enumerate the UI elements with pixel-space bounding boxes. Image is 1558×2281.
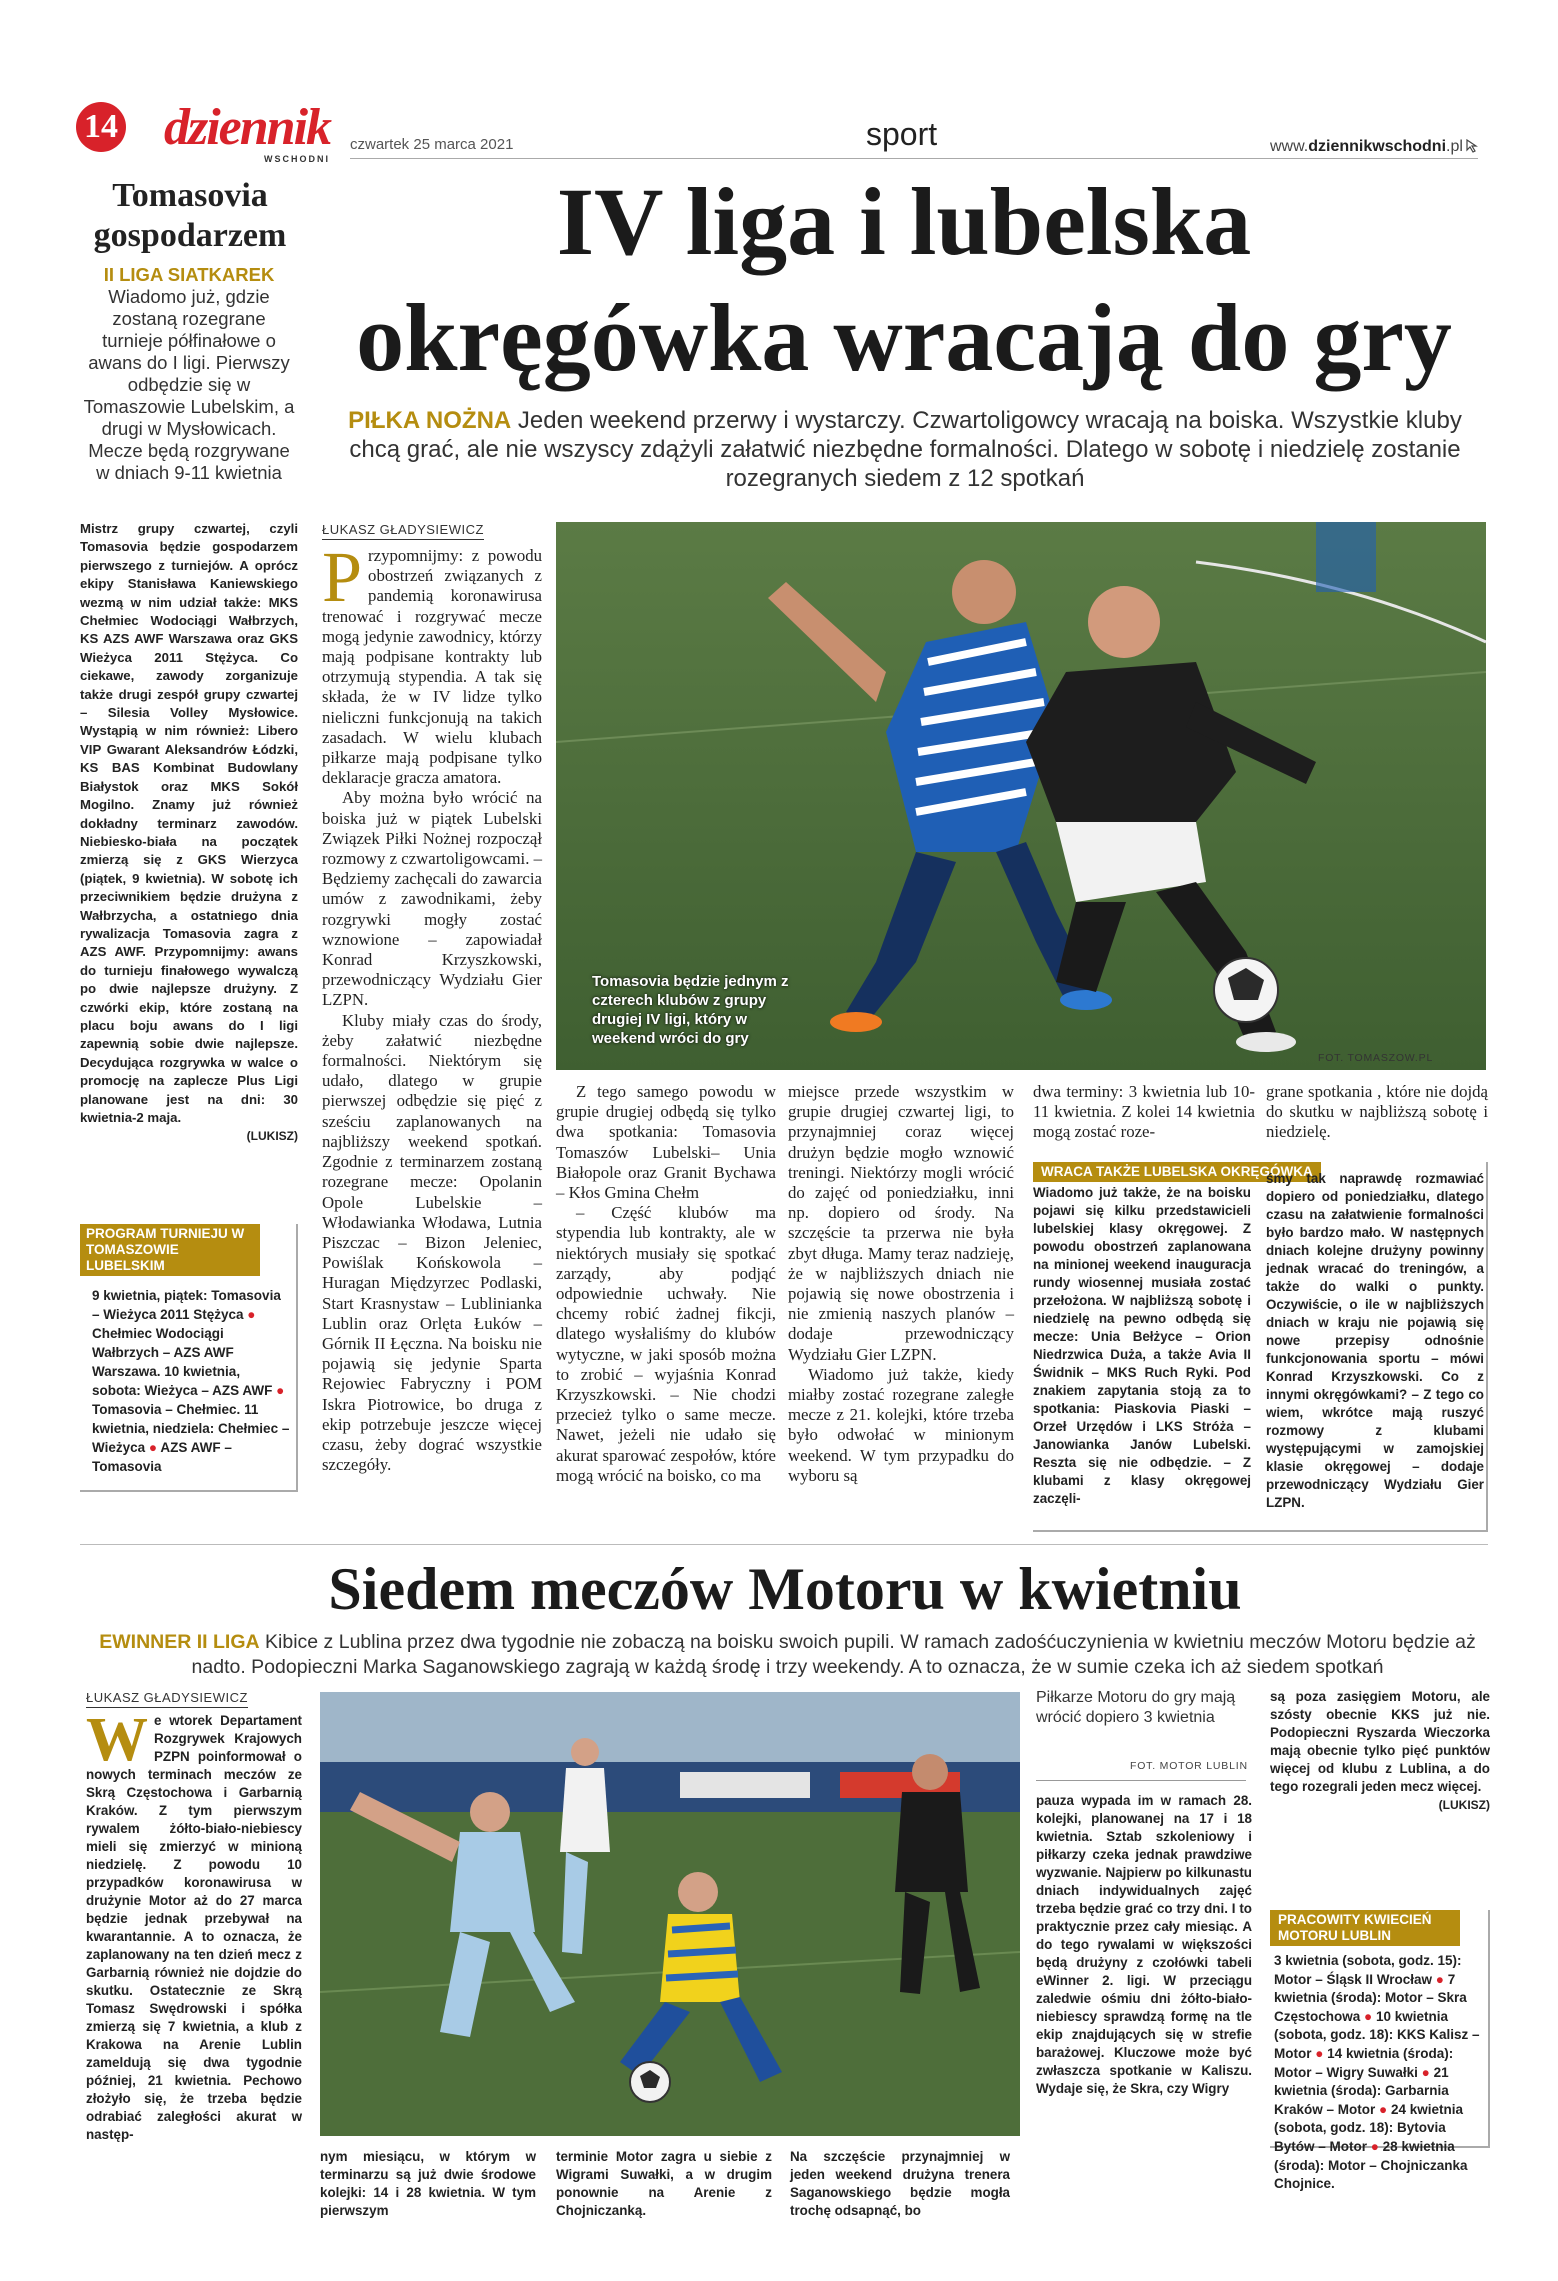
paragraph: miejsce przede wszystkim w grupie drugiej czwartej ligi, to przynajmniej coraz więcej drużyn będzie mogło wznowić treningi. Niektórzy mogli wrócić do zajęć od poniedziałku, inni np. dopiero od środy. Na szczęście ta przerwa nie była zbyt długa. Mamy teraz nadzieję, że w najbliższych dniach nie pojawią się nowe obostrzenia i nie zmienią naszych planów – dodaje przewodniczący Wydziału Gier LZPN. [788, 1082, 1014, 1364]
sidebar-lead [80, 264, 298, 484]
paragraph: Z tego samego powodu w grupie drugiej odbędą się tylko dwa spotkania: Tomasovia Tomaszów Lubelski– Unia Białopole oraz Granit Bychawa – Kłos Gmina Chełm [556, 1082, 776, 1203]
schedule-match: AZS AWF – Tomasovia [92, 1440, 232, 1474]
motor-box-body [1270, 1946, 1488, 2194]
article1-column-4 [1033, 1082, 1255, 1143]
paragraph: e wtorek Departament Rozgrywek Krajowych PZPN poinformował o nowych terminach meczów ze Skrą Częstochowa i Garbarnią Kraków. Z tym pierwszym rywalem żółto-biało-niebiescy mieli się zmierzyć w minioną niedzielę. Z powodu 10 przypadków koronawirusa w drużynie Motor aż do 27 marca będzie jednak przebywał na kwarantannie. A to oznacza, że zaplanowany na ten dzień mecz z Garbarnią również nie dojdzie do skutku. Ostatecznie ze Skrą Tomasz Swędrowski i spółka zmierzą się 7 kwietnia, a klub z Krakowa na Arenie Lublin zameldują się dwa tygodnie później, 21 kwietnia. Pechowo złożyło się, że trzeba będzie odrabiać zaległości akurat w następ- [86, 1713, 302, 2142]
paragraph: Wiadomo już także, kiedy miałby zostać rozegrane zaległe mecze z 21. kolejki, które trzeba było odwołać w minionym weekend. W tym przypadku do wyboru są [788, 1364, 1014, 1485]
bullet-icon: ● [1435, 1971, 1444, 1987]
bullet-icon: ● [1370, 2138, 1379, 2154]
newspaper-logo[interactable] [164, 99, 332, 164]
article1-kicker: PIŁKA NOŻNA [348, 407, 512, 434]
logo-wordmark: dziennik [164, 99, 331, 156]
article2-column-1 [86, 1706, 302, 2144]
section-label: sport [866, 116, 938, 152]
schedule-match: Chełmiec Wodociągi Wałbrzych – AZS AWF Warszawa. [92, 1326, 234, 1379]
bullet-icon: ● [1315, 2045, 1324, 2061]
sidebar-signature: (LUKISZ) [246, 1129, 298, 1144]
schedule-match: Chełmiec – Wieżyca [92, 1421, 290, 1455]
article2-photo-credit: FOT. MOTOR LUBLIN [1130, 1760, 1248, 1772]
bullet-icon: ● [247, 1307, 256, 1322]
regional-box-column-2: śmy tak naprawdę rozmawiać dopiero od poniedziałku, dlatego czasu na załatwienie formalności było bardzo mało. W następnych dniach kolejne drużyny powinny jednak wracać do treningów, a także do walki o punkty. Oczywiście, o ile w najbliższych dniach w kraju nie pojawią się nowe przepisy odnośnie funkcjonowania sportu – mówi Konrad Krzyszkowski. Co z innymi okręgówkami? – Z tego co wiem, wkrótce mają ruszyć rozmowy z klubami występującymi w zamojskiej klasie okręgowej – dodaje przewodniczący Wydziału Gier LZPN. [1266, 1171, 1484, 1510]
tournament-schedule-box [80, 1224, 298, 1492]
football-icon [630, 2062, 670, 2102]
article2-column-5: pauza wypada im w ramach 28. kolejki, planowanej na 17 i 18 kwietnia. Sztab szkoleniowy i piłkarzy czeka jednak prawdziwe wyzwanie. Najpierw po kilkunastu dniach indywidualnych zajęć trzeba będzie grać co trzy dni. I to praktycznie przez cały miesiąc. A do tego rywalami w większości będą drużyny z czołówki tabeli eWinner 2. ligi. W przeciągu zaledwie ośmiu dni żółto-biało-niebiescy sprawdzą formę na tle ekip znajdujących się w strefie barażowej. Kluczowe może być zwłaszcza spotkanie w Kaliszu. Wydaje się, że Skra, czy Wigry [1036, 1793, 1252, 2096]
paragraph: – Część klubów ma stypendia lub kontrakty, ale w niektórych musiały się spotkać zarządy, aby podjąć odpowiednie uchwały. Nie chcemy robić żadnej fikcji, dlatego wysłaliśmy do klubów wytyczne, w jaki sposób można to zrobić – wyjaśnia Konrad Krzyszkowski. – Nie chodzi przecież tylko o same mecze. Nawet, jeżeli nie udało się akurat sparować zespołów, które mogą wrócić na boisko, co ma [556, 1203, 776, 1485]
schedule-date: 11 kwietnia, niedziela: [92, 1402, 259, 1436]
regional-box-column-1: Wiadomo już także, że na boisku pojawi się kilku przedstawicieli lubelskiej klasy okręgowej. Z powodu obostrzeń zaplanowana na minionej weekend inauguracja rundy wiosennej musiała zostać przełożona. W najbliższą sobotę i niedzielę na pewno odbędą się mecze: Unia Bełżyce – Orion Niedrzwica Duża, a także Avia II Świdnik – MKS Ruch Ryki. Pod znakiem zapytania stoją za to spotkania: Piaskovia Piaski – Orzeł Urzędów i LKS Stróża – Janowianka Janów Lubelski. Reszta się nie odbędzie. – Z klubami z klasy okręgowej zaczęli- [1033, 1185, 1251, 1506]
schedule-match: Wieżyca – AZS AWF [140, 1383, 277, 1398]
schedule-match: Motor – Skra Częstochowa [1274, 1990, 1467, 2024]
url-domain: dziennikwschodni [1308, 138, 1447, 155]
bullet-icon: ● [1421, 2064, 1430, 2080]
headline-line-2: okręgówka wracają do gry [356, 284, 1452, 391]
schedule-date: 24 kwietnia (sobota, godz. 18): [1274, 2101, 1463, 2136]
article2-photo-caption: Piłkarze Motoru do gry mają wrócić dopiero 3 kwietnia [1036, 1689, 1236, 1726]
dropcap: P [322, 537, 363, 617]
article2-column-6 [1270, 1688, 1490, 1814]
sidebar-lead-text: Wiadomo już, gdzie zostaną rozegrane turnieje półfinałowe o awans do I ligi. Pierwszy odbędzie się w Tomaszowie Lubelskim, a drugi w Mysłowicach. Mecze będą rozgrywane w dniach 9-11 kwietnia [83, 286, 295, 483]
article1-byline: ŁUKASZ GŁADYSIEWICZ [322, 522, 484, 540]
football-icon [1214, 958, 1278, 1022]
article2-column-3: terminie Motor zagra u siebie z Wigrami Suwałki, a w drugim ponownie na Arenie z Chojniczanką. [556, 2149, 772, 2218]
tournament-box-title: PROGRAM TURNIEJU W TOMASZOWIE LUBELSKIM [80, 1224, 260, 1276]
schedule-match: Motor – Śląsk II Wrocław [1274, 1971, 1436, 1987]
schedule-match: Bytovia Bytów – Motor [1274, 2120, 1446, 2154]
article2-byline: ŁUKASZ GŁADYSIEWICZ [86, 1690, 248, 1708]
schedule-date: 14 kwietnia (środa): [1327, 2045, 1454, 2061]
dropcap: W [86, 1706, 148, 1774]
paragraph: grane spotkania , które nie dojdą do skutku w najbliższą sobotę i niedzielę. [1266, 1082, 1488, 1142]
logo-subtitle: WSCHODNI [264, 154, 330, 164]
header-divider [350, 158, 1478, 159]
paragraph: dwa terminy: 3 kwietnia lub 10-11 kwietnia. Z kolei 14 kwietnia mogą zostać roze- [1033, 1082, 1255, 1142]
article2-photo[interactable] [320, 1692, 1020, 2136]
paragraph: Aby można było wrócić na boiska już w piątek Lubelski Związek Piłki Nożnej rozpoczął rozmowy z czwartoligowcami. – Będziemy zachęcali do zawarcia umów z zawodnikami, żeby rozgrywki mogły zostać wznowione – zapowiadał Konrad Krzyszkowski, przewodniczący Wydziału Gier LZPN. [322, 788, 542, 1010]
schedule-date: 3 kwietnia (sobota, godz. 15): [1274, 1953, 1462, 1968]
issue-date: czwartek 25 marca 2021 [350, 136, 514, 153]
page-number: 14 [76, 102, 126, 152]
schedule-date: 10 kwietnia, sobota: [92, 1364, 241, 1398]
headline-line-1: IV liga i lubelska [556, 168, 1252, 275]
schedule-date: 21 kwietnia (środa): [1274, 2064, 1449, 2099]
section-divider [80, 1544, 1488, 1545]
schedule-date: 10 kwietnia (sobota, godz. 18): [1274, 2008, 1448, 2043]
article1-photo-credit: FOT. TOMASZOW.PL [1318, 1052, 1434, 1064]
article2-signature: (LUKISZ) [1438, 1798, 1490, 1812]
url-prefix: www. [1270, 138, 1309, 155]
article2-lead [90, 1630, 1485, 1680]
paragraph: rzypomnijmy: z powodu obostrzeń związanych z pandemią koronawirusa trenować i rozgrywać mecze mogą jedynie zawodnicy, którzy mają podpisane kontrakty lub otrzymują stypendia. A tak się składa, że w IV lidze tylko nieliczni funkcjonują na takich zasadach. W wielu klubach piłkarze mają podpisane tylko deklaracje gracza amatora. [322, 546, 542, 788]
schedule-match: Motor – Chojniczanka Chojnice. [1274, 2157, 1468, 2192]
article2-kicker: EWINNER II LIGA [99, 1631, 260, 1653]
tournament-box-body [80, 1276, 296, 1476]
schedule-date: 9 kwietnia, piątek: [92, 1288, 208, 1303]
paragraph: są poza zasięgiem Motoru, ale szósty obecnie KKS już nie. Podopieczni Ryszarda Wieczorka mają obecnie tylko pięć punktów więcej od klubu z Lublina, a do tego rozegrali jeden mecz więcej. [1270, 1689, 1490, 1794]
regional-box-title: WRACA TAKŻE LUBELSKA OKRĘGÓWKA [1033, 1162, 1321, 1182]
schedule-date: 7 kwietnia (środa): [1274, 1971, 1456, 2006]
url-suffix: .pl [1446, 138, 1463, 155]
article2-headline: Siedem meczów Motoru w kwietniu [328, 1556, 1242, 1622]
motor-match-photo [320, 1692, 1020, 2136]
paragraph: Kluby miały czas do środy, żeby załatwić niezbędne formalności. Niektórym się udało, dlatego w grupie pierwszej odbędzie się pięć z sześciu zaplanowanych na najbliższy weekend spotkań. Zgodnie z terminarzem zostaną rozegrane mecze: Opolanin Opole Lubelskie – Włodawianka Włodawa, Lutnia Piszczac – Bizon Jeleniec, Powiślak Końskowola – Huragan Międzyrzec Podlaski, Start Krasnystaw – Lublinianka Lublin oraz Orlęta Łuków – Górnik II Łęczna. Na boisku nie pojawią się jedynie Sparta Rejowiec Fabryczny i POM Iskra Piotrowice, bo druga z ekip potrzebuje jeszcze więcej czasu, żeby dograć wszystkie szczegóły. [322, 1010, 542, 1475]
article1-column-3 [788, 1082, 1014, 1486]
schedule-match: KKS Kalisz – Motor [1274, 2027, 1480, 2061]
article1-column-1 [322, 537, 542, 1475]
article2-column-4: Na szczęście przynajmniej w jeden weekend drużyna trenera Saganowskiego będzie mogła trochę odsapnąć, bo [790, 2149, 1010, 2218]
article2-column-2: nym miesiącu, w którym w terminarzu są już dwie środowe kolejki: 14 i 28 kwietnia. W tym pierwszym [320, 2149, 536, 2218]
regional-league-box [1033, 1162, 1488, 1532]
bullet-icon: ● [1364, 2008, 1373, 2024]
article1-photo[interactable] [556, 522, 1486, 1070]
sidebar-kicker: II LIGA SIATKAREK [103, 264, 275, 285]
sidebar-body [80, 520, 298, 1146]
article1-headline [320, 164, 1488, 396]
schedule-match: Tomasovia – Wieżyca 2011 Stężyca [92, 1288, 281, 1322]
article1-lead [330, 406, 1480, 493]
sidebar-body-text: Mistrz grupy czwartej, czyli Tomasovia będzie gospodarzem pierwszego z turniejów. A oprócz ekipy Stanisława Kaniewskiego wezmą w nim udział także: MKS Chełmiec Wodociągi Wałbrzych, KS AZS AWF Warszawa oraz GKS Wieżyca 2011 Stężyca. Co ciekawe, zawody zorganizuje także drugi zespół grupy czwartej – Silesia Volley Mysłowice. Wystąpią w nim również: Libero VIP Gwarant Aleksandrów Łódzki, KS BAS Kombinat Budowlany Białystok oraz MKS Sokół Mogilno. Znamy już również dokładny terminarz zawodów. Niebiesko-biała na początek zmierzą się z GKS Wierzyca (piątek, 9 kwietnia). W sobotę ich przeciwnikiem będzie drużyna z Wałbrzycha, a ostatniego dnia rywalizacja Tomasovia zagra z AZS AWF. Przypomnijmy: awans do turnieju finałowego wywalczą po dwie najlepsze drużyny. Z czwórki ekip, które zostaną na placu boju awans do I ligi zapewnią sobie dwie najlepsze. Decydująca rozgrywka w walce o promocję na zaplecze Plus Ligi planowane jest na dni: 30 kwietnia-2 maja. [80, 521, 298, 1125]
motor-box-title: PRACOWITY KWIECIEŃ MOTORU LUBLIN [1270, 1910, 1460, 1946]
motor-schedule-box [1270, 1910, 1490, 2192]
article1-column-5 [1266, 1082, 1488, 1143]
cursor-icon [1465, 139, 1479, 153]
bullet-icon: ● [1379, 2101, 1388, 2117]
article1-column-2 [556, 1082, 776, 1486]
caption-divider [1036, 1780, 1246, 1781]
schedule-match: Tomasovia – Chełmiec. [92, 1402, 245, 1417]
sidebar-headline: Tomasovia gospodarzem [93, 177, 287, 254]
article1-photo-caption: Tomasovia będzie jednym z czterech klubów z grupy drugiej IV ligi, który w weekend wróci do gry [592, 973, 789, 1047]
bullet-icon: ● [148, 1440, 158, 1455]
article2-lead-text: Kibice z Lublina przez dwa tygodnie nie zobaczą na boisku swoich pupili. W ramach zadośćuczynienia w kwietniu meczów Motoru będzie aż nadto. Podopieczni Marka Saganowskiego zagrają w każdą środę i trzy weekendy. A to oznacza, że w sumie czeka ich aż siedem spotkań [191, 1631, 1476, 1678]
article1-lead-text: Jeden weekend przerwy i wystarczy. Czwartoligowcy wracają na boiska. Wszystkie kluby chcą grać, ale nie wszyscy zdążyli załatwić niezbędne formalności. Dlatego w sobotę i niedzielę zostanie rozegranych siedem z 12 spotkań [349, 407, 1462, 492]
schedule-match: Garbarnia Kraków – Motor [1274, 2083, 1449, 2117]
bullet-icon: ● [276, 1383, 285, 1398]
website-link[interactable] [1270, 138, 1479, 156]
schedule-date: 28 kwietnia (środa): [1274, 2138, 1455, 2173]
schedule-match: Motor – Wigry Suwałki [1274, 2064, 1422, 2080]
